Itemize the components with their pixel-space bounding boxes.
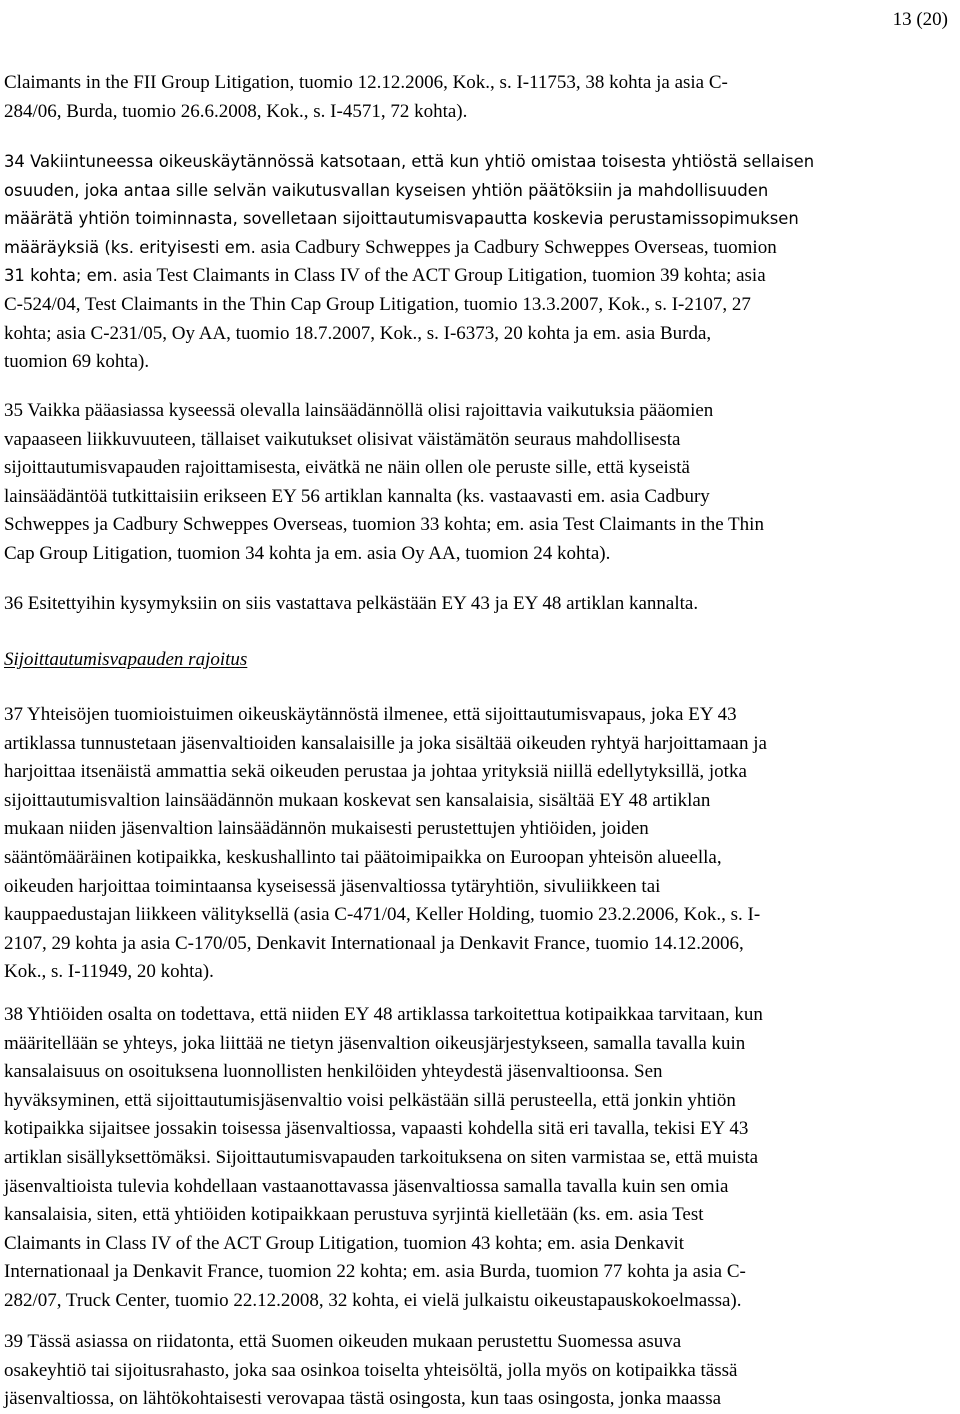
text-line: kansalaisuus on osoituksena luonnollisten henkilöiden yhteydestä jäsenvaltioonsa. Sen xyxy=(4,1061,663,1083)
text-line: hyväksyminen, että sijoittautumisjäsenvaltio voisi pelkästään sillä perusteella, että jonkin yhtiön xyxy=(4,1089,736,1111)
text-line: 34 Vakiintuneessa oikeuskäytännössä katsotaan, että kun yhtiö omistaa toisesta yhtiöstä sellaisen xyxy=(4,152,815,171)
paragraph-39 xyxy=(4,1328,956,1414)
text-line: 2107, 29 kohta ja asia C-170/05, Denkavit Internationaal ja Denkavit France, tuomio 14.12.2006, xyxy=(4,932,744,954)
text-line: artiklassa tunnustetaan jäsenvaltioiden kansalaisille ja joka sisältää oikeuden ryhtyä harjoittamaan ja xyxy=(4,732,767,754)
paragraph-35 xyxy=(4,397,956,569)
text-line: jäsenvaltiossa, on lähtökohtaisesti verovapaa tästä osingosta, kun taas osingosta, jonka maassa xyxy=(4,1388,722,1410)
text-line: määrätä yhtiön toiminnasta, sovelletaan sijoittautumisvapautta koskevia perustamissopimuksen xyxy=(4,209,799,229)
text-line xyxy=(4,234,956,263)
text-line: artiklan sisällyksettömäksi. Sijoittautumisvapauden tarkoituksena on siten varmistaa se, että muista xyxy=(4,1146,759,1168)
text-line: Claimants in the FII Group Litigation, tuomio 12.12.2006, Kok., s. I-11753, 38 kohta ja asia C- xyxy=(4,72,728,93)
text-line: 38 Yhtiöiden osalta on todettava, että niiden EY 48 artiklassa tarkoitettua kotipaikkaa tarvitaan, kun xyxy=(4,1004,763,1025)
text-line: Internationaal ja Denkavit France, tuomion 22 kohta; em. asia Burda, tuomion 77 kohta ja asia C- xyxy=(4,1261,746,1283)
text-line: sääntömääräinen kotipaikka, keskushallinto tai päätoimipaikka on Euroopan yhteisön alueella, xyxy=(4,846,722,868)
text-line: jäsenvaltioista tulevia kohdellaan vastaanottavassa jäsenvaltiossa samalla tavalla kuin sen omia xyxy=(4,1175,729,1197)
text-line: Cap Group Litigation, tuomion 34 kohta ja em. asia Oy AA, tuomion 24 kohta). xyxy=(4,542,611,564)
text-line: vapaaseen liikkuvuuteen, tällaiset vaikutukset olisivat väistämätön seuraus mahdollisesta xyxy=(4,428,681,450)
text-line xyxy=(4,262,956,291)
paragraph-38 xyxy=(4,1001,956,1316)
text-line: kauppaedustajan liikkeen välityksellä (asia C-471/04, Keller Holding, tuomio 23.2.2006, Kok., s. I- xyxy=(4,904,761,926)
text-line: kotipaikka sijaitsee jossakin toisessa jäsenvaltiossa, vapaasti kohdella sitä eri tavalla, tekisi EY 43 xyxy=(4,1118,749,1140)
text-line: 37 Yhteisöjen tuomioistuimen oikeuskäytännöstä ilmenee, että sijoittautumisvapaus, joka EY 43 xyxy=(4,704,737,725)
text-line: Schweppes ja Cadbury Schweppes Overseas, tuomion 33 kohta; em. asia Test Claimants in the Thin xyxy=(4,514,764,536)
paragraph-33-continuation xyxy=(4,69,956,126)
document-page xyxy=(4,0,956,1413)
text-line: lainsäädäntöä tutkittaisiin erikseen EY 56 artiklan kannalta (ks. vastaavasti em. asia Cadbury xyxy=(4,485,710,507)
text-line: sijoittautumisvaltion lainsäädännön mukaan koskevat sen kansalaisia, sisältää EY 48 artiklan xyxy=(4,789,711,811)
text-line: sijoittautumisvapauden rajoittamisesta, eivätkä ne näin ollen ole peruste sille, että kyseistä xyxy=(4,457,690,479)
text-line: mukaan niiden jäsenvaltion lainsäädännön mukaisesti perustettujen yhtiöiden, joiden xyxy=(4,818,649,840)
section-heading xyxy=(4,646,956,675)
text-line: 36 Esitettyihin kysymyksiin on siis vastattava pelkästään EY 43 ja EY 48 artiklan kannalta. xyxy=(4,593,699,614)
text-line: määritellään se yhteys, joka liittää ne tietyn jäsenvaltion oikeusjärjestykseen, samalla tavalla kuin xyxy=(4,1032,746,1054)
text-line: osakeyhtiö tai sijoitusrahasto, joka saa osinkoa toiselta yhteisöltä, jolla myös on kotipaikka tässä xyxy=(4,1359,738,1381)
page-number: 13 (20) xyxy=(892,9,948,30)
text-line: harjoittaa itsenäistä ammattia sekä oikeuden perustaa ja johtaa yrityksiä niillä edellytyksillä, jotka xyxy=(4,761,747,783)
text-line: 39 Tässä asiassa on riidatonta, että Suomen oikeuden mukaan perustettu Suomessa asuva xyxy=(4,1331,682,1352)
text-fragment: 31 kohta; em. xyxy=(4,266,118,286)
text-line: 282/07, Truck Center, tuomio 22.12.2008, 32 kohta, ei vielä julkaistu oikeustapauskokoelmassa). xyxy=(4,1289,742,1311)
text-fragment: määräyksiä (ks. erityisesti em. xyxy=(4,237,256,257)
text-line: Claimants in Class IV of the ACT Group Litigation, tuomion 43 kohta; em. asia Denkavit xyxy=(4,1232,685,1254)
paragraph-34 xyxy=(4,148,956,377)
text-line: kohta; asia C-231/05, Oy AA, tuomio 18.7.2007, Kok., s. I-6373, 20 kohta ja em. asia Burda, xyxy=(4,322,712,344)
text-line: oikeuden harjoittaa toimintaansa kyseisessä jäsenvaltiossa tytäryhtiön, sivuliikkeen tai xyxy=(4,875,661,897)
paragraph-36 xyxy=(4,590,956,619)
text-line: 284/06, Burda, tuomio 26.6.2008, Kok., s. I-4571, 72 kohta). xyxy=(4,100,468,122)
text-line: tuomion 69 kohta). xyxy=(4,351,150,373)
text-fragment: asia Cadbury Schweppes ja Cadbury Schweppes Overseas, tuomion xyxy=(255,236,777,258)
text-line: 35 Vaikka pääasiassa kyseessä olevalla lainsäädännöllä olisi rajoittavia vaikutuksia pääomien xyxy=(4,400,714,421)
paragraph-37 xyxy=(4,701,956,987)
section-heading-text: Sijoittautumisvapauden rajoitus xyxy=(4,649,248,670)
text-line: Kok., s. I-11949, 20 kohta). xyxy=(4,961,214,983)
text-line: osuuden, joka antaa sille selvän vaikutusvallan kyseisen yhtiön päätöksiin ja mahdollisuuden xyxy=(4,180,769,200)
text-fragment: asia Test Claimants in Class IV of the ACT Group Litigation, tuomion 39 kohta; asia xyxy=(117,265,766,287)
text-line: C-524/04, Test Claimants in the Thin Cap Group Litigation, tuomio 13.3.2007, Kok., s. I-2107, 27 xyxy=(4,293,751,315)
text-line: kansalaisia, siten, että yhtiöiden kotipaikkaan perustuva syrjintä kielletään (ks. em. asia Test xyxy=(4,1204,704,1226)
